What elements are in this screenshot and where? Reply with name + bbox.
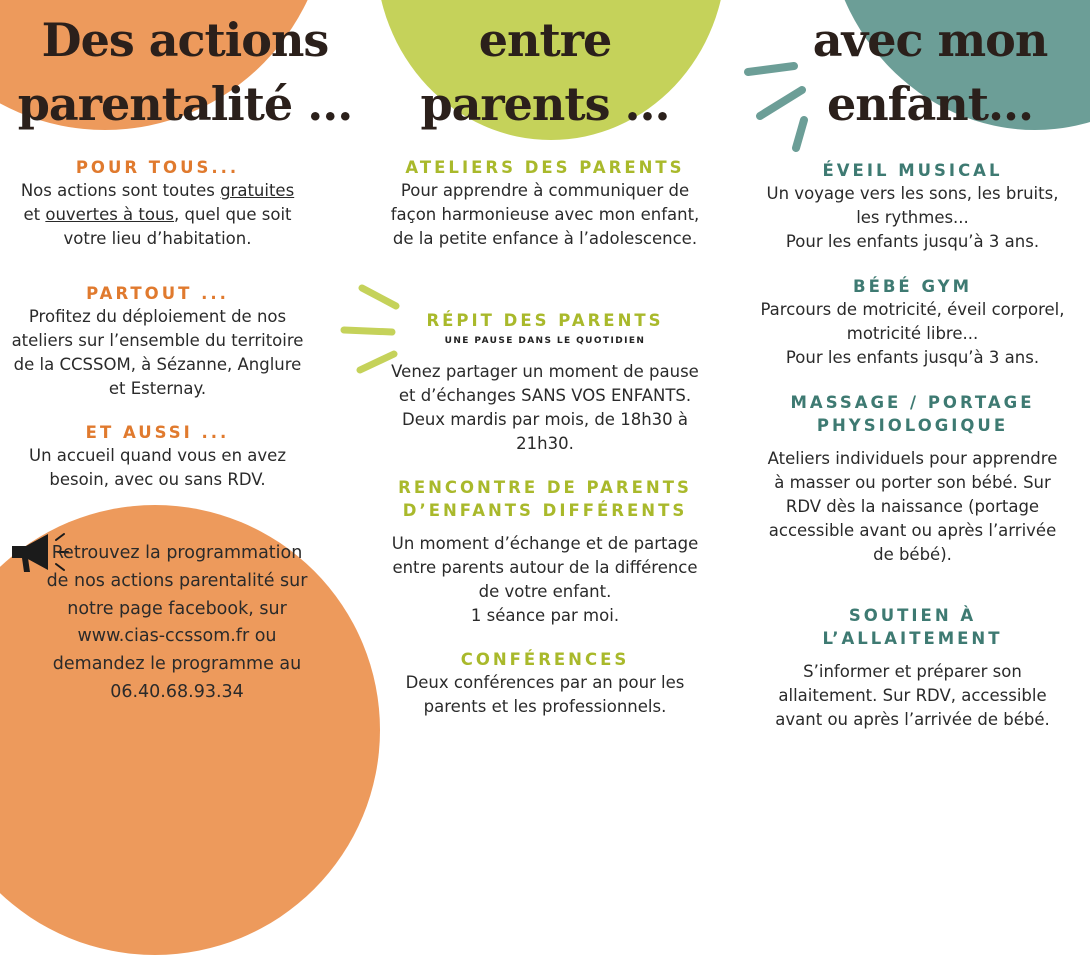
section-text: Profitez du déploiement de nos ateliers sur l’ensemble du territoire de la CCSSOM, à Sézanne, Anglure et Esternay. [11,307,304,398]
heading-actions-parentalite: Des actions parentalité ... [17,13,353,131]
section-text: Parcours de motricité, éveil corporel, motricité libre... Pour les enfants jusqu’à 3 ans. [760,300,1065,367]
heading-avec-mon-enfant: avec mon enfant... [812,13,1048,131]
section-title: POUR TOUS... [75,158,240,177]
callout-text: Retrouvez la programmation de nos actions parentalité sur notre page facebook, sur www.cias-ccssom.fr ou demandez le programme au 06.40.68.93.34 [46,543,308,702]
section-text: Deux conférences par an pour les parents et les professionnels. [405,673,685,716]
section-text: Nos actions sont toutes gratuites et ouvertes à tous, quel que soit votre lieu d’habitation. [20,181,295,248]
section-text: Un voyage vers les sons, les bruits, les rythmes... Pour les enfants jusqu’à 3 ans. [766,184,1059,251]
section-title: PARTOUT ... [86,284,229,303]
section-title: SOUTIEN À L’ALLAITEMENT [822,606,1003,648]
section-conferences [385,648,705,719]
section-pour-tous [5,156,310,251]
section-soutien-allaitement [760,604,1065,732]
section-title: ATELIERS DES PARENTS [405,158,685,177]
section-et-aussi [5,421,310,492]
section-ateliers-parents [385,156,705,251]
section-title: MASSAGE / PORTAGE PHYSIOLOGIQUE [790,393,1035,435]
section-title: ET AUSSI ... [85,423,230,442]
section-massage-portage [760,391,1065,567]
section-title: RENCONTRE DE PARENTS D’ENFANTS DIFFÉRENTS [398,478,692,520]
section-text: S’informer et préparer son allaitement. Sur RDV, accessible avant ou après l’arrivée de bébé. [775,662,1050,729]
section-subtitle: UNE PAUSE DANS LE QUOTIDIEN [444,336,646,346]
section-title: BÉBÉ GYM [853,277,972,296]
section-eveil-musical [760,159,1065,254]
section-text: Pour apprendre à communiquer de façon harmonieuse avec mon enfant, de la petite enfance à l’adolescence. [390,181,700,248]
section-partout [5,282,310,401]
section-text: Venez partager un moment de pause et d’échanges SANS VOS ENFANTS. Deux mardis par mois, de 18h30 à 21h30. [391,362,699,453]
section-title: CONFÉRENCES [460,650,630,669]
section-text: Un accueil quand vous en avez besoin, avec ou sans RDV. [29,446,286,489]
section-bebe-gym [760,275,1065,370]
section-text: Un moment d’échange et de partage entre parents autour de la différence de votre enfant. 1 séance par moi. [391,534,699,625]
section-text: Ateliers individuels pour apprendre à masser ou porter son bébé. Sur RDV dès la naissance (portage accessible avant ou après l’arrivée de bébé). [767,449,1058,564]
section-title: RÉPIT DES PARENTS [426,311,664,330]
section-rencontre-parents [385,476,705,628]
heading-entre-parents: entre parents ... [420,13,670,131]
section-title: ÉVEIL MUSICAL [822,161,1003,180]
section-repit-parents [385,309,705,456]
